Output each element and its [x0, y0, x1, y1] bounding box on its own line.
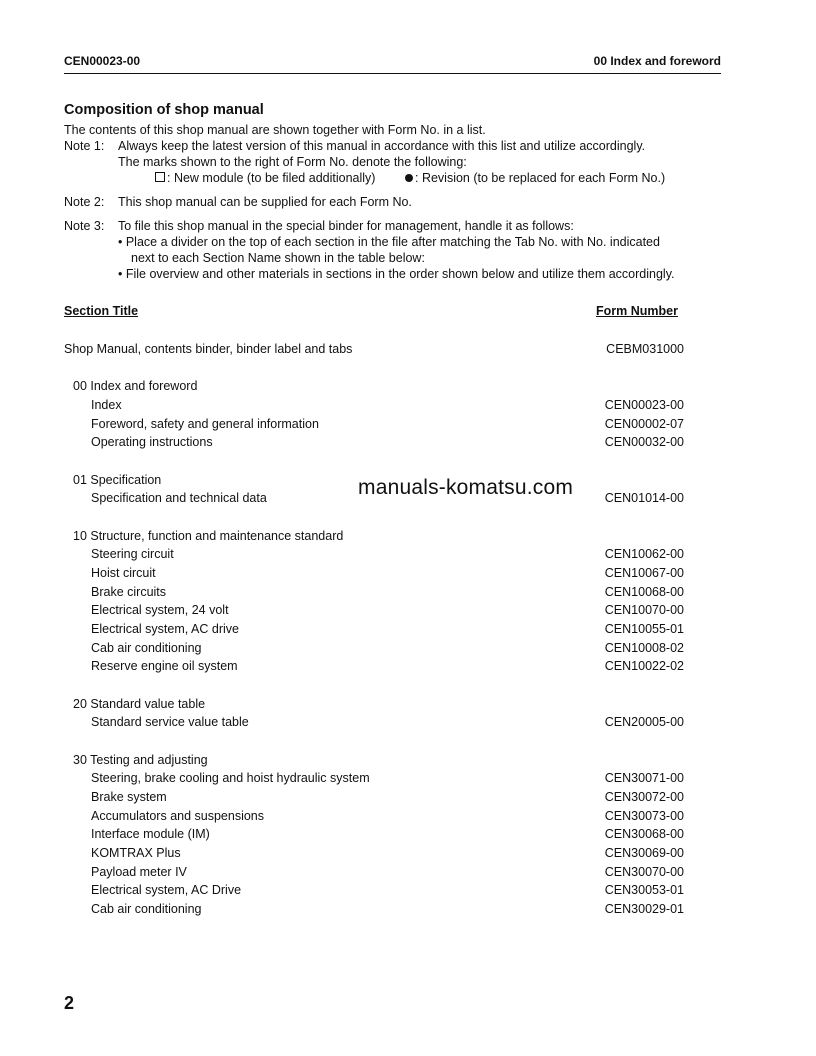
row-form-number: CEN10068-00 [604, 585, 684, 599]
table-row [64, 417, 684, 434]
row-form-number: CEN10070-00 [604, 603, 684, 617]
row-form-number: CEN01014-00 [604, 491, 684, 505]
row-title: Standard service value table [91, 715, 249, 729]
row-form-number: CEN30029-01 [604, 902, 684, 916]
row-title: Steering circuit [91, 547, 174, 561]
mark-new-legend [155, 170, 375, 186]
row-form-number: CEN30073-00 [604, 809, 684, 823]
header-divider [64, 73, 721, 74]
row-title: Operating instructions [91, 435, 213, 449]
table-row [64, 902, 684, 919]
row-title: Brake system [91, 790, 167, 804]
row-title: Brake circuits [91, 585, 167, 599]
row-form-number: CEN30068-00 [604, 827, 684, 841]
table-row [64, 827, 684, 844]
section-heading-text: 30 Testing and adjusting [73, 753, 208, 767]
row-title: Reserve engine oil system [91, 659, 238, 673]
row-form-number: CEN10062-00 [604, 547, 684, 561]
table-row [64, 585, 684, 602]
row-title: Electrical system, AC drive [91, 622, 239, 636]
section-heading [64, 697, 684, 714]
section-heading [64, 379, 684, 396]
note3-bullet1-line2: next to each Section Name shown in the table below: [131, 251, 425, 265]
row-title: KOMTRAX Plus [91, 846, 181, 860]
revision-dot-icon [405, 174, 413, 182]
intro-text: The contents of this shop manual are shown together with Form No. in a list. [64, 123, 486, 137]
row-title: Hoist circuit [91, 566, 156, 580]
row-form-number: CEN00002-07 [604, 417, 684, 431]
page-title: Composition of shop manual [64, 102, 264, 118]
table-row [64, 603, 684, 620]
mark-new-text: : New module (to be filed additionally) [167, 171, 376, 185]
row-form-number: CEN10055-01 [604, 622, 684, 636]
section-heading-text: 20 Standard value table [73, 697, 206, 711]
note3-bullet2: • File overview and other materials in sections in the order shown below and utilize them accordingly. [118, 267, 675, 281]
row-title: Accumulators and suspensions [91, 809, 265, 823]
mark-revision-legend [405, 170, 665, 186]
row-title: Cab air conditioning [91, 902, 202, 916]
row-form-number: CEN30071-00 [604, 771, 684, 785]
note2-text: This shop manual can be supplied for each Form No. [118, 195, 412, 209]
row-form-number: CEN30072-00 [604, 790, 684, 804]
form-number-column-header: Form Number [596, 304, 678, 318]
table-row [64, 435, 684, 452]
new-module-square-icon [155, 172, 165, 182]
section-heading-text: 10 Structure, function and maintenance standard [73, 529, 344, 543]
table-row [64, 865, 684, 882]
table-row [64, 883, 684, 900]
row-form-number: CEN00023-00 [604, 398, 684, 412]
section-heading-text: 01 Specification [73, 473, 162, 487]
row-form-number: CEBM031000 [606, 342, 684, 356]
row-form-number: CEN10067-00 [604, 566, 684, 580]
note3-text: To file this shop manual in the special binder for management, handle it as follows: [118, 219, 574, 233]
row-form-number: CEN30069-00 [604, 846, 684, 860]
note2-label: Note 2: [64, 195, 105, 209]
section-heading [64, 753, 684, 770]
table-row [64, 566, 684, 583]
note3-label: Note 3: [64, 219, 105, 233]
table-row [64, 790, 684, 807]
row-title: Interface module (IM) [91, 827, 210, 841]
watermark-text: manuals-komatsu.com [358, 476, 574, 499]
row-title: Specification and technical data [91, 491, 267, 505]
row-title: Shop Manual, contents binder, binder label and tabs [64, 342, 353, 356]
table-row [64, 622, 684, 639]
table-row [64, 809, 684, 826]
doc-code: CEN00023-00 [64, 54, 141, 68]
section-heading-text: 00 Index and foreword [73, 379, 198, 393]
table-row [64, 771, 684, 788]
page-number: 2 [64, 993, 75, 1013]
row-form-number: CEN10008-02 [604, 641, 684, 655]
table-row [64, 715, 684, 732]
table-row [64, 398, 684, 415]
row-form-number: CEN00032-00 [604, 435, 684, 449]
row-form-number: CEN10022-02 [604, 659, 684, 673]
row-title: Payload meter IV [91, 865, 187, 879]
row-form-number: CEN20005-00 [604, 715, 684, 729]
section-title-column-header: Section Title [64, 304, 139, 318]
row-title: Steering, brake cooling and hoist hydraulic system [91, 771, 370, 785]
section-heading [64, 529, 684, 546]
table-row [64, 342, 684, 359]
row-form-number: CEN30053-01 [604, 883, 684, 897]
table-row [64, 641, 684, 658]
table-row [64, 659, 684, 676]
mark-revision-text: : Revision (to be replaced for each Form No.) [415, 171, 666, 185]
note1-label: Note 1: [64, 139, 105, 153]
row-title: Cab air conditioning [91, 641, 202, 655]
table-row [64, 846, 684, 863]
row-title: Index [91, 398, 122, 412]
note1-line1: Always keep the latest version of this manual in accordance with this list and utilize accordingly. [118, 139, 646, 153]
header-section-title: 00 Index and foreword [593, 54, 721, 68]
row-form-number: CEN30070-00 [604, 865, 684, 879]
table-row [64, 547, 684, 564]
row-title: Electrical system, 24 volt [91, 603, 229, 617]
note3-bullet1-line1: • Place a divider on the top of each section in the file after matching the Tab No. with No. indicated [118, 235, 660, 249]
page-header [64, 54, 721, 70]
note1-line2: The marks shown to the right of Form No. denote the following: [118, 155, 467, 169]
row-title: Electrical system, AC Drive [91, 883, 242, 897]
row-title: Foreword, safety and general information [91, 417, 319, 431]
